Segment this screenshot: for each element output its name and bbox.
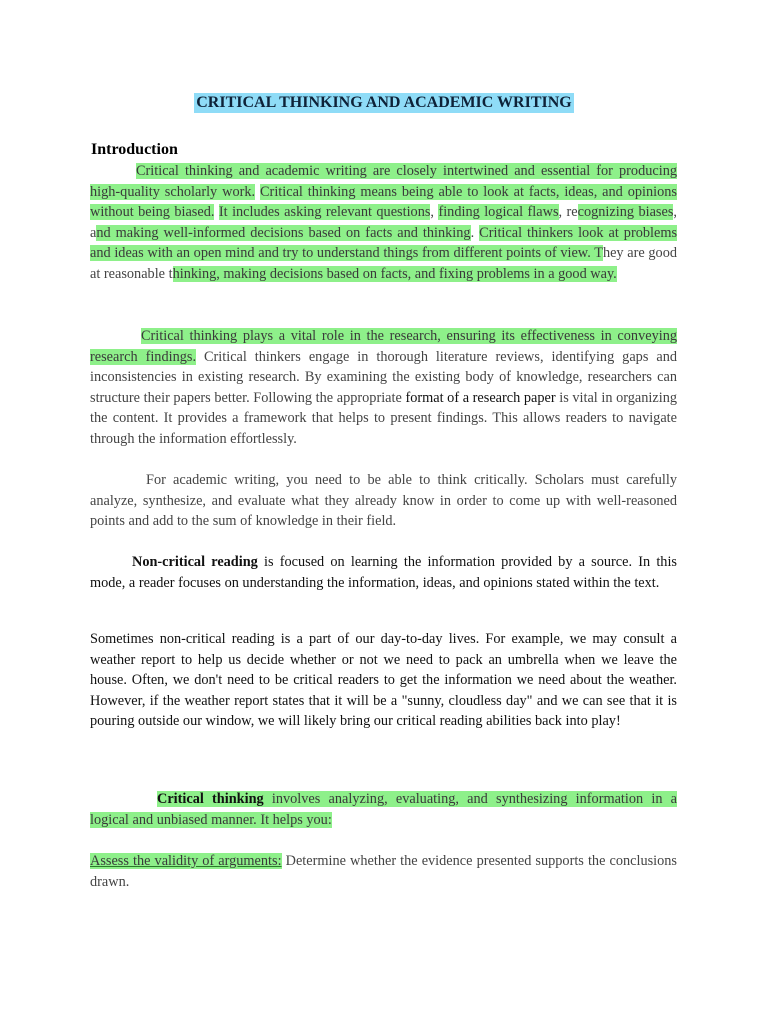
paragraph-assess-validity [90,851,677,892]
introduction-heading: Introduction [91,141,178,158]
plain-text: , [430,204,439,220]
plain-text: involves analyzing, evaluating, and synthesizing information in a logical and unbiased manner. It helps you: [90,791,678,828]
document-title: CRITICAL THINKING AND ACADEMIC WRITING [196,94,572,111]
paragraph-weather-example: Sometimes non-critical reading is a part of our day-to-day lives. For example, we may consult a weather report to help us decide whether or not we need to pack an umbrella when we leave the house. Often, we don't need to be critical readers to get the information we need about the weather. However, if the weather report states that it will be a "sunny, cloudless day" and we can see that it is pouring outside our window, we will likely bring our critical reading abilities back into play! [90,631,677,729]
bold-term: Critical thinking [157,791,264,807]
highlight-sentence: hinking, making decisions based on facts, and fixing problems in a good way. [172,265,617,282]
highlight-sentence: Critical thinking means being able to look at facts, ideas, and opinions without being biased. [90,183,677,220]
plain-text: is vital in organizing the content. It provides a framework that helps to present findings. This allows readers to navigate through the information effortlessly. [90,389,677,447]
plain-text: Determine whether the evidence presented supports the conclusions drawn. [90,853,677,890]
highlight-sentence: Critical thinkers look at problems and ideas with an open mind and try to understand things from different points of view. T [90,224,678,261]
bold-term: Non-critical reading [132,554,258,570]
plain-text: hey are good at reasonable t [90,245,677,282]
highlight-sentence: nd making well-informed decisions based on facts and thinking [96,224,471,241]
highlight-sentence: Critical thinking plays a vital role in the research, ensuring its effectiveness in conveying research findings. [90,328,677,365]
highlight-sentence: Critical thinking and academic writing are closely intertwined and essential for producing high-quality scholarly work. [90,163,677,200]
research-paper-link[interactable]: format of a research paper [405,389,556,406]
paragraph-academic-writing: For academic writing, you need to be able to think critically. Scholars must carefully analyze, synthesize, and evaluate what they already know in order to come up with well-reasoned points and add to the sum of knowledge in their field. [90,472,677,529]
paragraph-research [90,326,677,449]
highlight-sentence: It includes asking relevant questions [218,204,431,220]
plain-text: is focused on learning the information provided by a source. In this mode, a reader focuses on understanding the information, ideas, and opinions stated within the text. [90,554,677,591]
paragraph-intro [90,161,677,284]
highlight-sentence: finding logical flaws [438,204,559,220]
plain-text: , a [90,204,677,241]
paragraph-critical-thinking [90,789,677,830]
plain-text: Critical thinkers engage in thorough literature reviews, identifying gaps and inconsistencies in existing research. By examining the existing body of knowledge, researchers can structure their papers better. Following the appropriate [90,348,677,406]
paragraph-non-critical-reading [90,552,677,593]
plain-text: . [470,224,480,241]
title-wrapper [0,93,768,113]
highlight-sentence: cognizing biases [577,204,674,220]
plain-text: , re [558,204,578,220]
highlight-term: Assess the validity of arguments: [90,853,282,869]
highlight-sentence [90,791,677,828]
